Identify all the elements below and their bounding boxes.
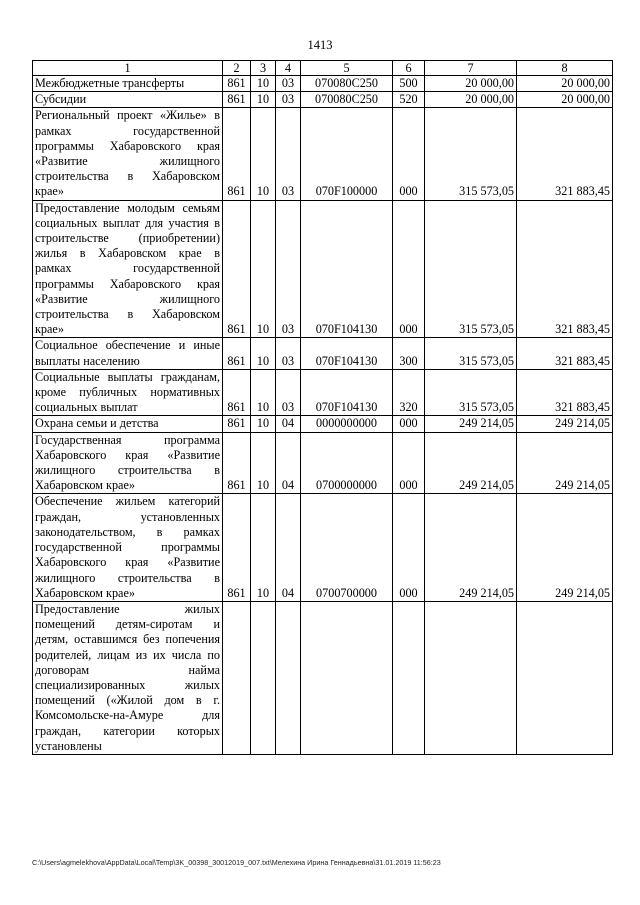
expense-type-code — [393, 601, 425, 754]
section-code: 10 — [251, 200, 276, 338]
item-name: Субсидии — [33, 92, 223, 108]
grbs-code: 861 — [223, 494, 251, 601]
target-article-code: 070F104130 — [301, 369, 393, 416]
table-row — [33, 369, 613, 416]
item-name: Государственная программа Хабаровского края «Развитие жилищного строительства в Хабаровском крае» — [33, 432, 223, 494]
table-row — [33, 108, 613, 200]
amount-col-8: 321 883,45 — [517, 108, 613, 200]
column-header-7: 7 — [425, 61, 517, 76]
file-path-footer: C:\Users\agmelekhova\AppData\Local\Temp\3K_00398_30012019_007.txt\Мелехина Ирина Геннадьевна\31.01.2019 11:56:23 — [32, 858, 441, 867]
amount-col-7: 315 573,05 — [425, 369, 517, 416]
grbs-code: 861 — [223, 338, 251, 369]
subsection-code: 03 — [276, 338, 301, 369]
item-name: Социальное обеспечение и иные выплаты населению — [33, 338, 223, 369]
expense-type-code: 300 — [393, 338, 425, 369]
grbs-code: 861 — [223, 416, 251, 432]
amount-col-7 — [425, 601, 517, 754]
grbs-code: 861 — [223, 76, 251, 92]
subsection-code: 03 — [276, 76, 301, 92]
section-code: 10 — [251, 108, 276, 200]
expense-type-code: 000 — [393, 432, 425, 494]
expense-type-code: 000 — [393, 108, 425, 200]
column-header-3: 3 — [251, 61, 276, 76]
subsection-code: 04 — [276, 494, 301, 601]
target-article-code: 070F104130 — [301, 338, 393, 369]
amount-col-8: 321 883,45 — [517, 200, 613, 338]
amount-col-8: 249 214,05 — [517, 494, 613, 601]
column-header-5: 5 — [301, 61, 393, 76]
subsection-code: 03 — [276, 92, 301, 108]
expense-type-code: 320 — [393, 369, 425, 416]
target-article-code: 0000000000 — [301, 416, 393, 432]
column-header-2: 2 — [223, 61, 251, 76]
amount-col-8: 321 883,45 — [517, 338, 613, 369]
amount-col-7: 315 573,05 — [425, 200, 517, 338]
subsection-code: 04 — [276, 416, 301, 432]
page-number: 1413 — [307, 38, 333, 52]
amount-col-7: 249 214,05 — [425, 494, 517, 601]
item-name: Обеспечение жильем категорий граждан, установленных законодательством, в рамках государственной программы Хабаровского края «Развитие жилищного строительства в Хабаровском крае» — [33, 494, 223, 601]
amount-col-7: 20 000,00 — [425, 92, 517, 108]
expense-type-code: 000 — [393, 416, 425, 432]
amount-col-8 — [517, 601, 613, 754]
subsection-code: 03 — [276, 369, 301, 416]
section-code: 10 — [251, 76, 276, 92]
subsection-code: 03 — [276, 108, 301, 200]
grbs-code: 861 — [223, 369, 251, 416]
table-row — [33, 416, 613, 432]
target-article-code: 070080С250 — [301, 76, 393, 92]
grbs-code: 861 — [223, 432, 251, 494]
item-name: Социальные выплаты гражданам, кроме публичных нормативных социальных выплат — [33, 369, 223, 416]
target-article-code — [301, 601, 393, 754]
grbs-code — [223, 601, 251, 754]
target-article-code: 0700700000 — [301, 494, 393, 601]
item-name: Предоставление молодым семьям социальных выплат для участия в строительстве (приобретении) жилья в Хабаровском крае в рамках государственной программы Хабаровского края «Развитие жилищного строительства в Хабаровском крае» — [33, 200, 223, 338]
expense-type-code: 520 — [393, 92, 425, 108]
section-code — [251, 601, 276, 754]
amount-col-7: 249 214,05 — [425, 432, 517, 494]
grbs-code: 861 — [223, 108, 251, 200]
table-row — [33, 92, 613, 108]
budget-table — [32, 60, 613, 755]
target-article-code: 070080С250 — [301, 92, 393, 108]
column-header-1: 1 — [33, 61, 223, 76]
amount-col-8: 321 883,45 — [517, 369, 613, 416]
amount-col-7: 315 573,05 — [425, 108, 517, 200]
section-code: 10 — [251, 369, 276, 416]
amount-col-8: 20 000,00 — [517, 92, 613, 108]
amount-col-7: 249 214,05 — [425, 416, 517, 432]
expense-type-code: 500 — [393, 76, 425, 92]
subsection-code — [276, 601, 301, 754]
column-header-6: 6 — [393, 61, 425, 76]
table-row — [33, 494, 613, 601]
section-code: 10 — [251, 494, 276, 601]
amount-col-7: 315 573,05 — [425, 338, 517, 369]
subsection-code: 03 — [276, 200, 301, 338]
amount-col-8: 249 214,05 — [517, 432, 613, 494]
column-header-4: 4 — [276, 61, 301, 76]
grbs-code: 861 — [223, 200, 251, 338]
subsection-code: 04 — [276, 432, 301, 494]
table-row — [33, 338, 613, 369]
table-row — [33, 601, 613, 754]
table-row — [33, 432, 613, 494]
column-header-8: 8 — [517, 61, 613, 76]
section-code: 10 — [251, 432, 276, 494]
amount-col-8: 249 214,05 — [517, 416, 613, 432]
table-row — [33, 76, 613, 92]
target-article-code: 070F100000 — [301, 108, 393, 200]
target-article-code: 0700000000 — [301, 432, 393, 494]
section-code: 10 — [251, 416, 276, 432]
amount-col-7: 20 000,00 — [425, 76, 517, 92]
header-row — [33, 61, 613, 76]
section-code: 10 — [251, 92, 276, 108]
item-name: Региональный проект «Жилье» в рамках государственной программы Хабаровского края «Развитие жилищного строительства в Хабаровском крае» — [33, 108, 223, 200]
section-code: 10 — [251, 338, 276, 369]
item-name: Предоставление жилых помещений детям-сиротам и детям, оставшимся без попечения родителей, лицам из их числа по договорам найма специализированных жилых помещений («Жилой дом в г. Комсомольске-на-Амуре для граждан, категории которых установлены — [33, 601, 223, 754]
expense-type-code: 000 — [393, 494, 425, 601]
target-article-code: 070F104130 — [301, 200, 393, 338]
item-name: Охрана семьи и детства — [33, 416, 223, 432]
expense-type-code: 000 — [393, 200, 425, 338]
amount-col-8: 20 000,00 — [517, 76, 613, 92]
table-row — [33, 200, 613, 338]
grbs-code: 861 — [223, 92, 251, 108]
item-name: Межбюджетные трансферты — [33, 76, 223, 92]
